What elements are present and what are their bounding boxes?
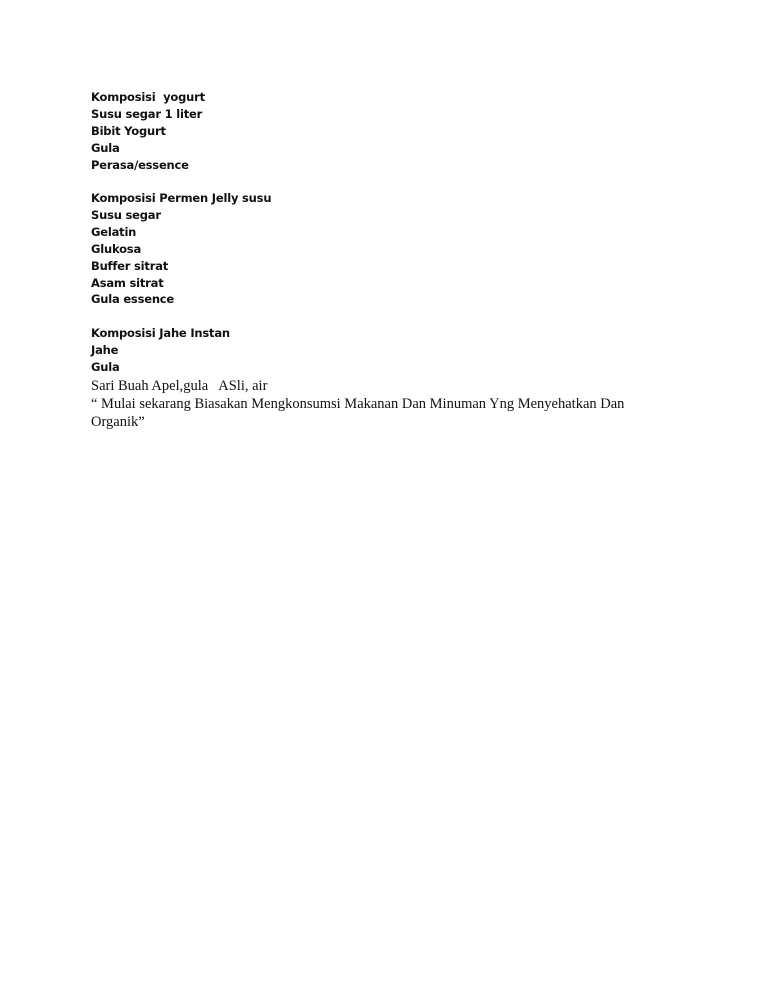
jahe-item: Gula — [91, 359, 120, 374]
jelly-section — [91, 190, 691, 308]
jelly-item: Glukosa — [91, 241, 142, 256]
jahe-title: Komposisi Jahe Instan — [91, 325, 230, 340]
jelly-item: Asam sitrat — [91, 275, 164, 290]
jelly-item: Gelatin — [91, 224, 137, 239]
jahe-item: Jahe — [91, 342, 119, 357]
section-spacer — [91, 174, 691, 191]
jelly-item: Gula essence — [91, 292, 175, 307]
yogurt-item: Gula — [91, 140, 120, 155]
jelly-title: Komposisi Permen Jelly susu — [91, 191, 272, 206]
yogurt-item: Susu segar 1 liter — [91, 106, 203, 121]
jelly-item: Susu segar — [91, 207, 161, 222]
yogurt-item: Perasa/essence — [91, 157, 189, 172]
yogurt-section — [91, 89, 691, 174]
jahe-section — [91, 325, 691, 376]
apel-ingredients-line: Sari Buah Apel,gula ASli, air — [91, 377, 268, 394]
section-spacer — [91, 308, 691, 325]
yogurt-item: Bibit Yogurt — [91, 123, 166, 138]
document-content — [91, 89, 691, 431]
tagline-quote: “ Mulai sekarang Biasakan Mengkonsumsi Makanan Dan Minuman Yng Menyehatkan Dan Organik” — [91, 395, 625, 430]
jelly-item: Buffer sitrat — [91, 258, 169, 273]
yogurt-title: Komposisi yogurt — [91, 90, 205, 104]
